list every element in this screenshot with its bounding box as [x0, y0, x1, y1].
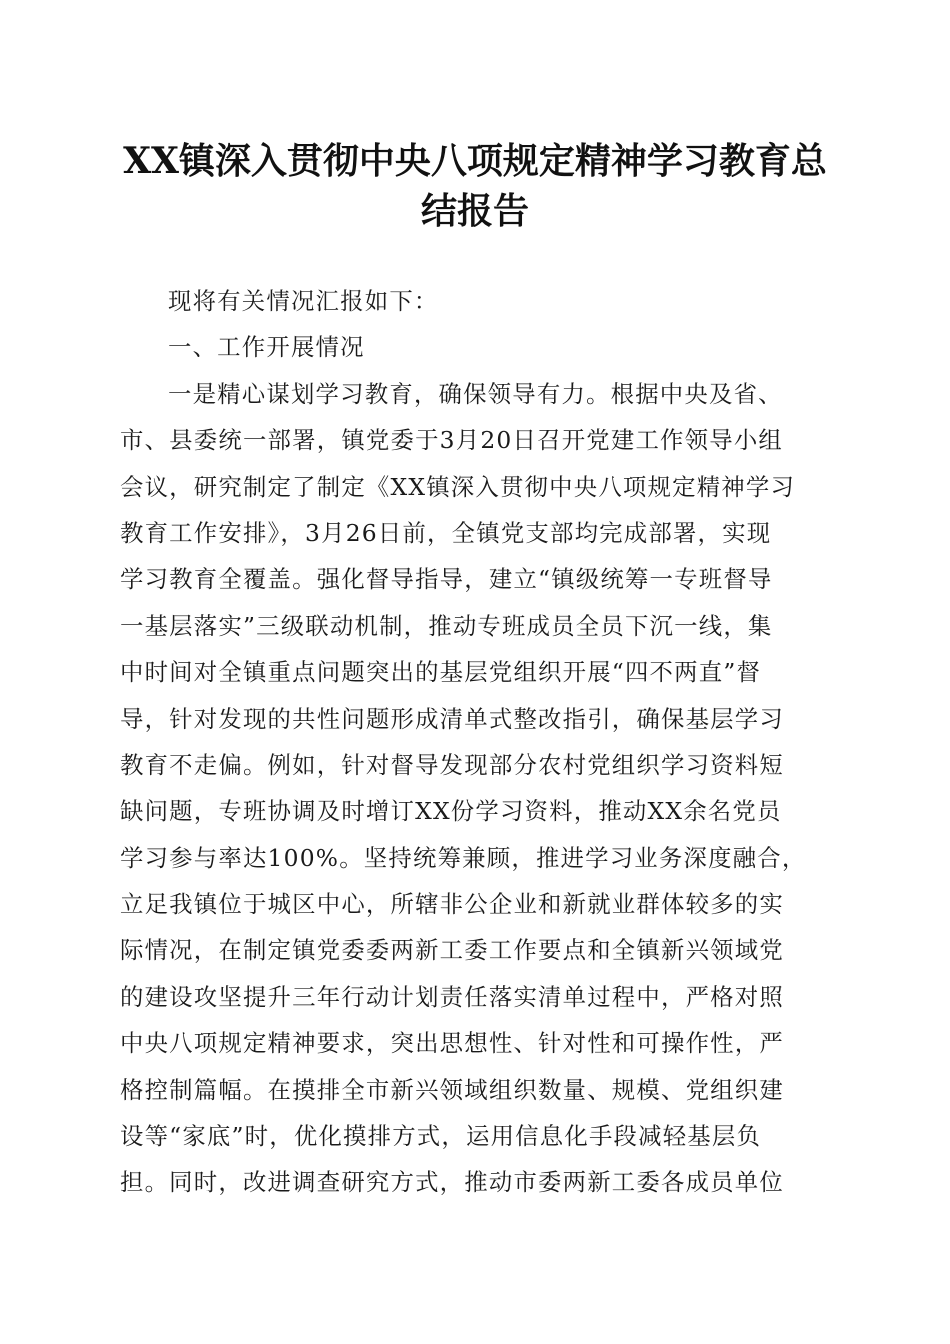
paragraph-line: 教育不走偏。例如，针对督导发现部分农村党组织学习资料短 — [120, 750, 784, 779]
paragraph-line: 学习教育全覆盖。强化督导指导，建立“镇级统筹一专班督导 — [120, 565, 773, 594]
paragraph-line: 际情况，在制定镇党委委两新工委工作要点和全镇新兴领域党 — [120, 936, 784, 965]
paragraph-line: 一是精心谋划学习教育，确保领导有力。根据中央及省、 — [168, 379, 783, 408]
paragraph-line: 教育工作安排》，3月26日前，全镇党支部均完成部署，实现 — [120, 518, 772, 547]
paragraph-line: 学习参与率达100%。坚持统筹兼顾，推进学习业务深度融合， — [120, 843, 807, 872]
paragraph-line: 一基层落实”三级联动机制，推动专班成员全员下沉一线，集 — [120, 611, 773, 640]
document-body — [120, 278, 840, 1206]
section-heading: 一、工作开展情况 — [168, 333, 365, 362]
paragraph-line: 的建设攻坚提升三年行动计划责任落实清单过程中，严格对照 — [120, 982, 784, 1011]
paragraph-line: 立足我镇位于城区中心，所辖非公企业和新就业群体较多的实 — [120, 890, 784, 919]
title-line: 结报告 — [420, 190, 529, 232]
intro-text: 现将有关情况汇报如下： — [168, 287, 439, 315]
paragraph-line: 缺问题，专班协调及时增订XX份学习资料，推动XX余名党员 — [120, 797, 782, 826]
paragraph-line: 导，针对发现的共性问题形成清单式整改指引，确保基层学习 — [120, 704, 784, 733]
paragraph-line: 中时间对全镇重点问题突出的基层党组织开展“四不两直”督 — [120, 658, 762, 687]
paragraph-line: 担。同时，改进调查研究方式，推动市委两新工委各成员单位 — [120, 1168, 784, 1197]
paragraph-line: 中央八项规定精神要求，突出思想性、针对性和可操作性，严 — [120, 1029, 784, 1058]
paragraph-line: 格控制篇幅。在摸排全市新兴领域组织数量、规模、党组织建 — [120, 1075, 784, 1104]
paragraph-line: 设等“家底”时，优化摸排方式，运用信息化手段减轻基层负 — [120, 1122, 762, 1151]
paragraph-line: 市、县委统一部署，镇党委于3月20日召开党建工作领导小组 — [120, 426, 784, 455]
document-title — [110, 136, 840, 236]
title-line: XX镇深入贯彻中央八项规定精神学习教育总 — [123, 140, 827, 182]
paragraph-line: 会议，研究制定了制定《XX镇深入贯彻中央八项规定精神学习 — [120, 472, 796, 501]
